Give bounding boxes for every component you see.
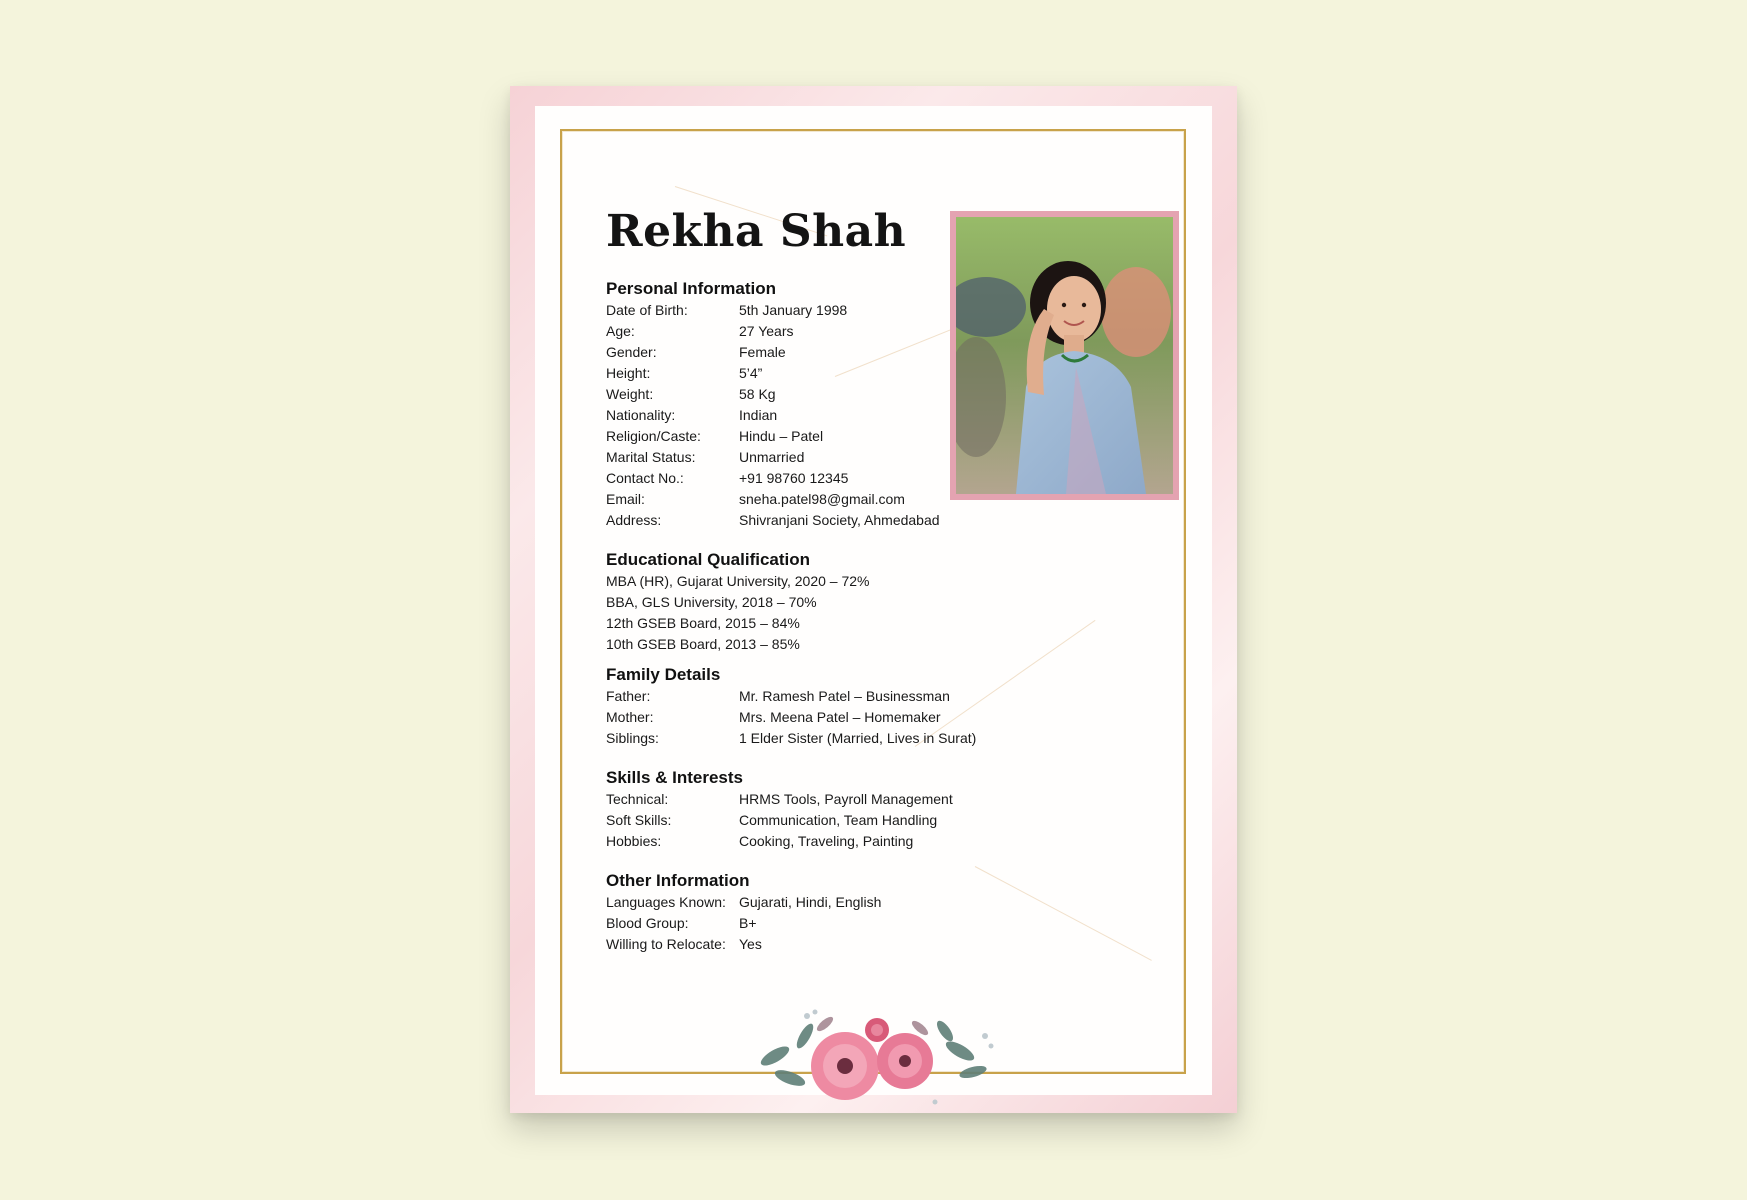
row-value: sneha.patel98@gmail.com <box>739 491 905 507</box>
row-label: Marital Status: <box>606 449 696 465</box>
info-row <box>606 405 1166 426</box>
info-row <box>606 892 1166 913</box>
info-row <box>606 342 1166 363</box>
info-row <box>606 913 1166 934</box>
education-item: MBA (HR), Gujarat University, 2020 – 72% <box>606 573 870 589</box>
row-value: Gujarati, Hindi, English <box>739 894 882 910</box>
row-value: 27 Years <box>739 323 794 339</box>
row-value: Hindu – Patel <box>739 428 824 444</box>
info-row <box>606 468 1166 489</box>
row-label: Father: <box>606 688 651 704</box>
biodata-content <box>606 278 1166 955</box>
row-value: Mrs. Meena Patel – Homemaker <box>739 709 941 725</box>
row-label: Age: <box>606 323 635 339</box>
section-title: Other Information <box>606 871 750 890</box>
row-label: Languages Known: <box>606 894 726 910</box>
row-value: Cooking, Traveling, Painting <box>739 833 914 849</box>
personal-information-section <box>606 278 1166 531</box>
info-row <box>606 810 1166 831</box>
info-row <box>606 686 1166 707</box>
section-title: Personal Information <box>606 279 777 298</box>
row-label: Willing to Relocate: <box>606 936 726 952</box>
row-label: Email: <box>606 491 645 507</box>
info-row <box>606 321 1166 342</box>
row-value: Yes <box>739 936 762 952</box>
row-value: B+ <box>739 915 757 931</box>
row-label: Nationality: <box>606 407 676 423</box>
row-value: Female <box>739 344 786 360</box>
row-value: 5’4” <box>739 365 763 381</box>
row-value: Mr. Ramesh Patel – Businessman <box>739 688 950 704</box>
education-section <box>606 549 1166 655</box>
row-label: Siblings: <box>606 730 659 746</box>
info-row <box>606 707 1166 728</box>
row-value: Unmarried <box>739 449 805 465</box>
row-label: Contact No.: <box>606 470 684 486</box>
biodata-sheet <box>510 86 1237 1113</box>
section-title: Family Details <box>606 665 721 684</box>
info-row <box>606 934 1166 955</box>
section-title: Educational Qualification <box>606 550 811 569</box>
education-item: 10th GSEB Board, 2013 – 85% <box>606 636 800 652</box>
row-label: Hobbies: <box>606 833 662 849</box>
row-value: 1 Elder Sister (Married, Lives in Surat) <box>739 730 977 746</box>
row-label: Blood Group: <box>606 915 689 931</box>
row-label: Religion/Caste: <box>606 428 701 444</box>
info-row <box>606 426 1166 447</box>
info-row <box>606 789 1166 810</box>
section-title: Skills & Interests <box>606 768 744 787</box>
row-value: Communication, Team Handling <box>739 812 938 828</box>
info-row <box>606 510 1166 531</box>
info-row <box>606 384 1166 405</box>
other-information-section <box>606 870 1166 955</box>
row-value: 58 Kg <box>739 386 776 402</box>
info-row <box>606 300 1166 321</box>
skills-interests-section <box>606 767 1166 852</box>
biodata-card <box>535 106 1212 1095</box>
candidate-name: Rekha Shah <box>606 206 907 257</box>
row-label: Gender: <box>606 344 657 360</box>
family-details-section <box>606 664 1166 749</box>
info-row <box>606 831 1166 852</box>
info-row <box>606 363 1166 384</box>
row-label: Mother: <box>606 709 654 725</box>
row-label: Date of Birth: <box>606 302 688 318</box>
info-row <box>606 489 1166 510</box>
row-label: Technical: <box>606 791 669 807</box>
row-label: Address: <box>606 512 662 528</box>
row-value: HRMS Tools, Payroll Management <box>739 791 953 807</box>
row-value: 5th January 1998 <box>739 302 848 318</box>
floral-decoration <box>745 1006 1005 1116</box>
row-label: Weight: <box>606 386 654 402</box>
education-item: 12th GSEB Board, 2015 – 84% <box>606 615 800 631</box>
row-value: Shivranjani Society, Ahmedabad <box>739 512 940 528</box>
row-value: Indian <box>739 407 778 423</box>
education-item: BBA, GLS University, 2018 – 70% <box>606 594 817 610</box>
row-value: +91 98760 12345 <box>739 470 849 486</box>
info-row <box>606 447 1166 468</box>
row-label: Soft Skills: <box>606 812 672 828</box>
info-row <box>606 728 1166 749</box>
row-label: Height: <box>606 365 651 381</box>
